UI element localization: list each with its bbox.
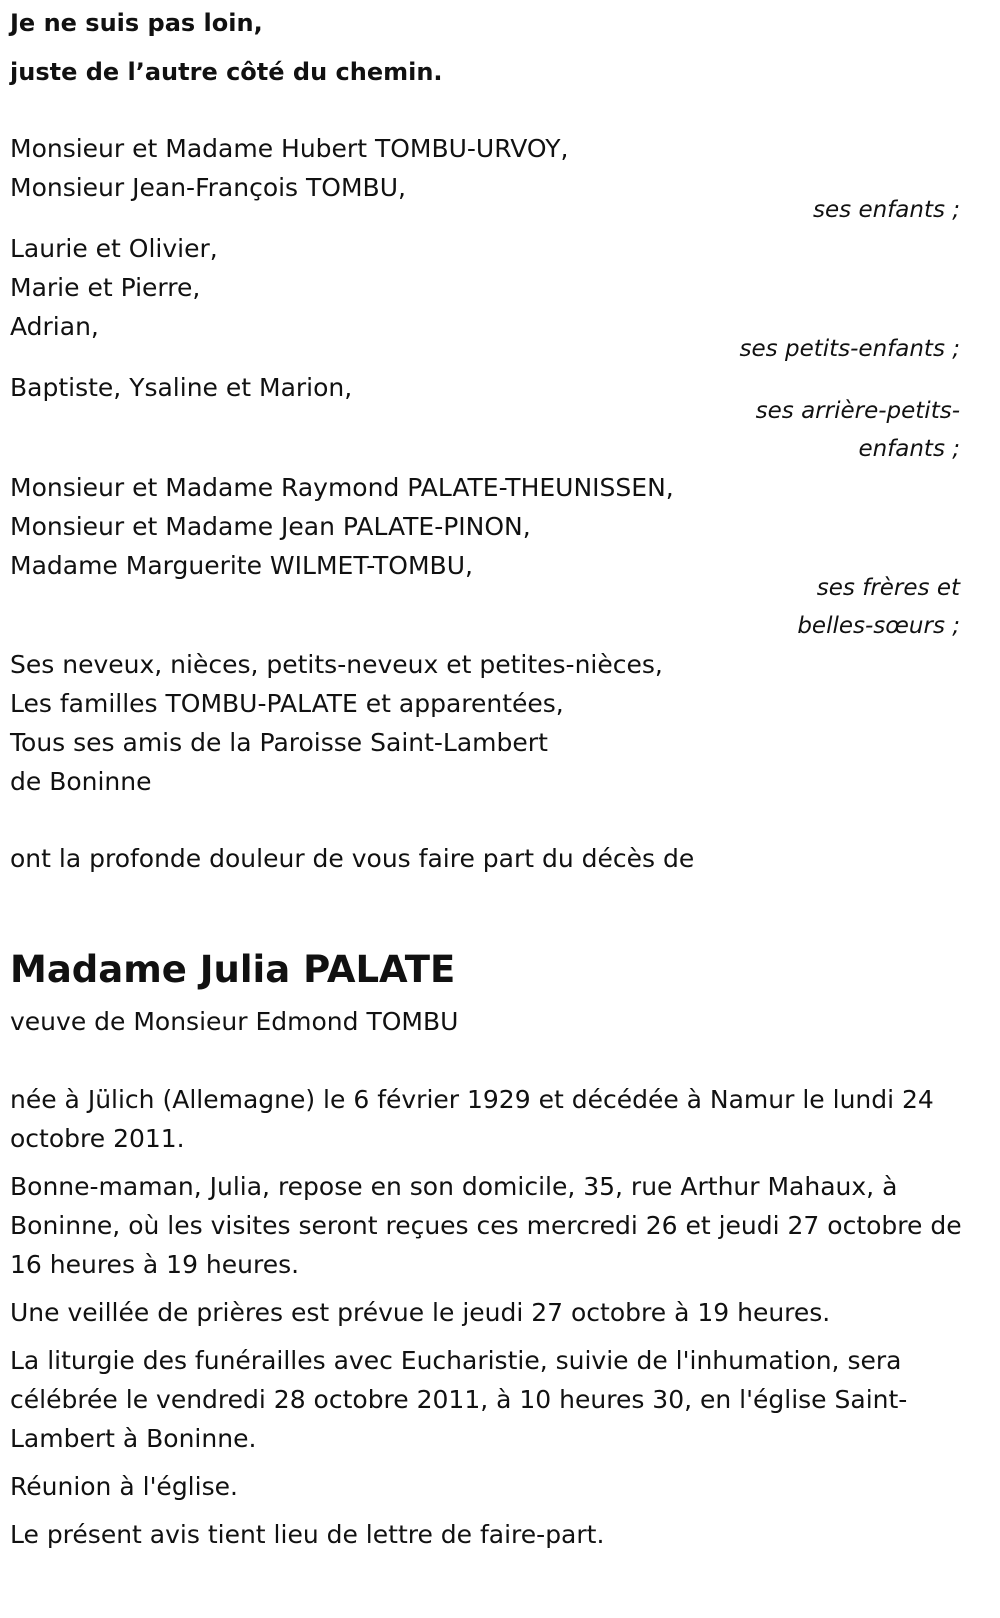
role-great-grandchildren-2: enfants ;	[858, 436, 960, 462]
family-line-others-1: Ses neveux, nièces, petits-neveux et petites-nièces,	[10, 650, 663, 679]
role-siblings-1: ses frères et	[816, 575, 960, 601]
family-line-children-2: Monsieur Jean-François TOMBU,	[10, 173, 406, 202]
family-line-grandchildren-2: Marie et Pierre,	[10, 273, 201, 302]
family-line-others-4: de Boninne	[10, 767, 152, 796]
role-great-grandchildren-1: ses arrière-petits-	[755, 398, 960, 424]
family-line-grandchildren-1: Laurie et Olivier,	[10, 234, 218, 263]
family-line-others-2: Les familles TOMBU-PALATE et apparentées,	[10, 689, 564, 718]
family-line-siblings-1: Monsieur et Madame Raymond PALATE-THEUNISSEN,	[10, 473, 674, 502]
birth-death-paragraph: née à Jülich (Allemagne) le 6 février 1929 et décédée à Namur le lundi 24 octobre 2011.	[10, 1085, 934, 1153]
visitation-paragraph: Bonne-maman, Julia, repose en son domicile, 35, rue Arthur Mahaux, à Boninne, où les visites seront reçues ces mercredi 26 et jeudi 27 octobre de 16 heures à 19 heures.	[10, 1172, 962, 1279]
family-line-grandchildren-3: Adrian,	[10, 312, 99, 341]
role-children: ses enfants ;	[813, 197, 960, 223]
family-line-great-grandchildren: Baptiste, Ysaline et Marion,	[10, 373, 353, 402]
family-line-siblings-3: Madame Marguerite WILMET-TOMBU,	[10, 551, 473, 580]
notice-paragraph: Le présent avis tient lieu de lettre de faire-part.	[10, 1520, 605, 1549]
family-line-siblings-2: Monsieur et Madame Jean PALATE-PINON,	[10, 512, 531, 541]
family-line-others-3: Tous ses amis de la Paroisse Saint-Lambert	[10, 728, 548, 757]
reunion-paragraph: Réunion à l'église.	[10, 1472, 238, 1501]
motto-line-1: Je ne suis pas loin,	[10, 9, 263, 37]
family-line-children-1: Monsieur et Madame Hubert TOMBU-URVOY,	[10, 134, 569, 163]
motto-line-2: juste de l’autre côté du chemin.	[10, 58, 443, 86]
funeral-paragraph: La liturgie des funérailles avec Eucharistie, suivie de l'inhumation, sera célébrée le vendredi 28 octobre 2011, à 10 heures 30, en l'église Saint-Lambert à Boninne.	[10, 1346, 908, 1453]
vigil-paragraph: Une veillée de prières est prévue le jeudi 27 octobre à 19 heures.	[10, 1298, 831, 1327]
deceased-name: Madame Julia PALATE	[10, 948, 456, 991]
widow-of: veuve de Monsieur Edmond TOMBU	[10, 1007, 459, 1036]
announcement: ont la profonde douleur de vous faire part du décès de	[10, 844, 695, 873]
role-siblings-2: belles-sœurs ;	[797, 613, 960, 639]
role-grandchildren: ses petits-enfants ;	[739, 336, 960, 362]
